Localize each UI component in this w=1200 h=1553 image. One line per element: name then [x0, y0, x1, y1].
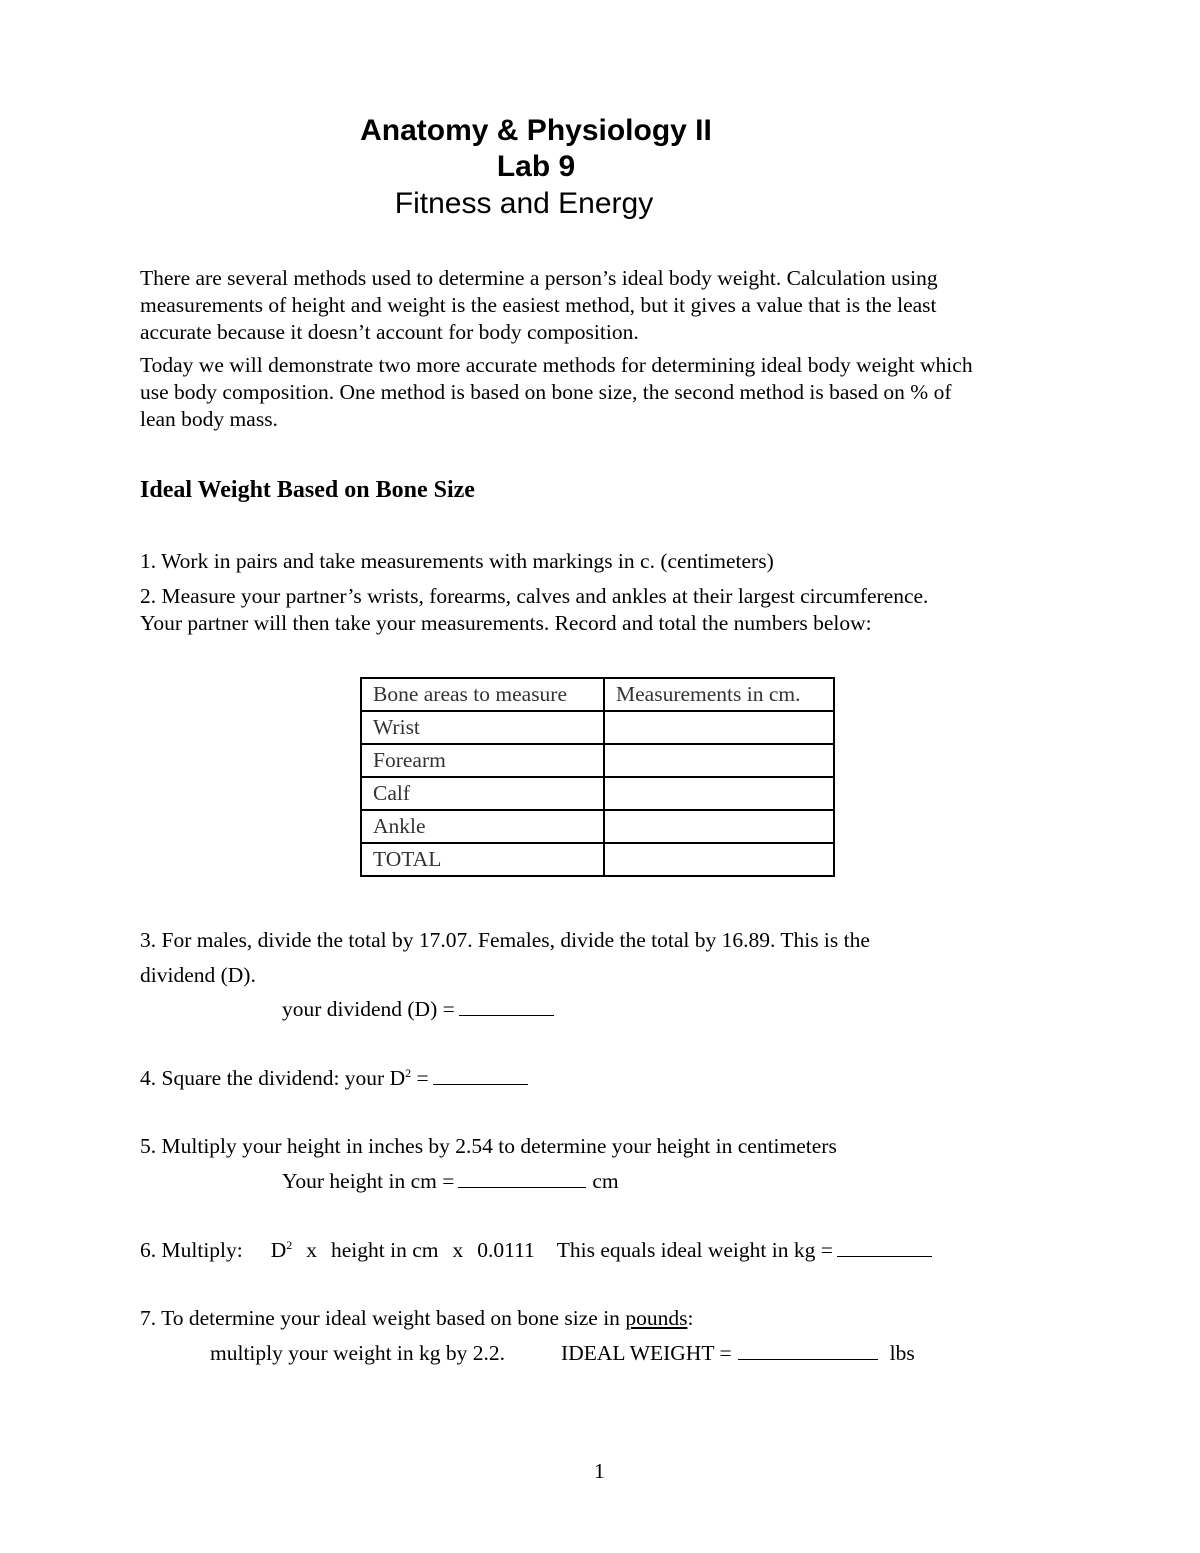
measurement-cell-ankle[interactable]	[604, 810, 834, 843]
table-header-row	[361, 678, 834, 711]
table-header-cell: Measurements in cm.	[604, 678, 834, 711]
table-header-cell: Bone areas to measure	[361, 678, 604, 711]
bone-measurement-table	[360, 677, 835, 877]
intro-paragraph-2	[140, 352, 973, 433]
course-title: Anatomy & Physiology II	[360, 114, 712, 147]
step-4	[140, 1065, 528, 1092]
d-squared-blank[interactable]	[433, 1066, 528, 1085]
step-3-answer	[282, 996, 554, 1023]
step-6-result-label: This equals ideal weight in kg =	[556, 1238, 833, 1262]
row-label-total: TOTAL	[361, 843, 604, 876]
step-7-pounds: pounds	[625, 1306, 688, 1330]
row-label-calf: Calf	[361, 777, 604, 810]
table-row	[361, 711, 834, 744]
step-6-label: 6. Multiply:	[140, 1238, 243, 1262]
step-6-factor: 0.0111	[477, 1238, 535, 1262]
lab-topic: Fitness and Energy	[394, 187, 654, 220]
step-2-line-2: Your partner will then take your measurements. Record and total the numbers below:	[140, 611, 872, 635]
dividend-label: your dividend (D) =	[282, 997, 455, 1021]
height-cm-blank[interactable]	[458, 1169, 586, 1188]
step-7-line-2	[210, 1340, 915, 1367]
step-3-line-1: 3. For males, divide the total by 17.07. Females, divide the total by 16.89. This is the	[140, 928, 870, 952]
step-7-line-1	[140, 1305, 693, 1332]
measurement-cell-forearm[interactable]	[604, 744, 834, 777]
section-heading: Ideal Weight Based on Bone Size	[140, 477, 475, 503]
dividend-blank[interactable]	[459, 997, 554, 1016]
ideal-weight-lbs-blank[interactable]	[738, 1341, 878, 1360]
page-number: 1	[594, 1459, 605, 1483]
table-row	[361, 810, 834, 843]
step-4-label: 4. Square the dividend: your D	[140, 1066, 406, 1090]
height-cm-label: Your height in cm =	[282, 1169, 455, 1193]
ideal-weight-unit: lbs	[889, 1341, 915, 1365]
step-3-line-2: dividend (D).	[140, 963, 256, 987]
step-1: 1. Work in pairs and take measurements with markings in c. (centimeters)	[140, 549, 774, 573]
step-7-instruction: multiply your weight in kg by 2.2.	[210, 1341, 506, 1365]
table-row	[361, 777, 834, 810]
row-label-wrist: Wrist	[361, 711, 604, 744]
row-label-ankle: Ankle	[361, 810, 604, 843]
table-row	[361, 843, 834, 876]
step-7-colon: :	[687, 1306, 694, 1330]
measurement-cell-wrist[interactable]	[604, 711, 834, 744]
table-row	[361, 744, 834, 777]
step-5-answer	[282, 1168, 619, 1195]
intro-p1-line-3: accurate because it doesn’t account for body composition.	[140, 320, 639, 344]
intro-p2-line-1: Today we will demonstrate two more accurate methods for determining ideal body weight which	[140, 353, 973, 377]
step-6-times-1: x	[306, 1238, 318, 1262]
step-4-equals: =	[411, 1066, 429, 1090]
height-cm-unit: cm	[592, 1169, 619, 1193]
lab-number: Lab 9	[496, 150, 576, 183]
measurement-cell-calf[interactable]	[604, 777, 834, 810]
intro-paragraph-1	[140, 265, 938, 346]
ideal-weight-label: IDEAL WEIGHT =	[561, 1341, 732, 1365]
intro-p2-line-3: lean body mass.	[140, 407, 278, 431]
intro-p1-line-1: There are several methods used to determine a person’s ideal body weight. Calculation using	[140, 266, 938, 290]
row-label-forearm: Forearm	[361, 744, 604, 777]
step-5-line-1: 5. Multiply your height in inches by 2.54 to determine your height in centimeters	[140, 1134, 837, 1158]
measurement-cell-total[interactable]	[604, 843, 834, 876]
intro-p2-line-2: use body composition. One method is based on bone size, the second method is based on % of	[140, 380, 952, 404]
step-2-line-1: 2. Measure your partner’s wrists, forearms, calves and ankles at their largest circumference.	[140, 584, 929, 608]
step-6-exponent: 2	[286, 1238, 293, 1252]
ideal-weight-kg-blank[interactable]	[837, 1238, 932, 1257]
step-6	[140, 1237, 932, 1264]
step-7-label: 7. To determine your ideal weight based on bone size in	[140, 1306, 626, 1330]
step-6-height: height in cm	[331, 1238, 439, 1262]
step-6-d: D	[270, 1238, 287, 1262]
intro-p1-line-2: measurements of height and weight is the easiest method, but it gives a value that is the least	[140, 293, 937, 317]
step-4-exponent: 2	[405, 1066, 412, 1080]
step-6-times-2: x	[452, 1238, 464, 1262]
